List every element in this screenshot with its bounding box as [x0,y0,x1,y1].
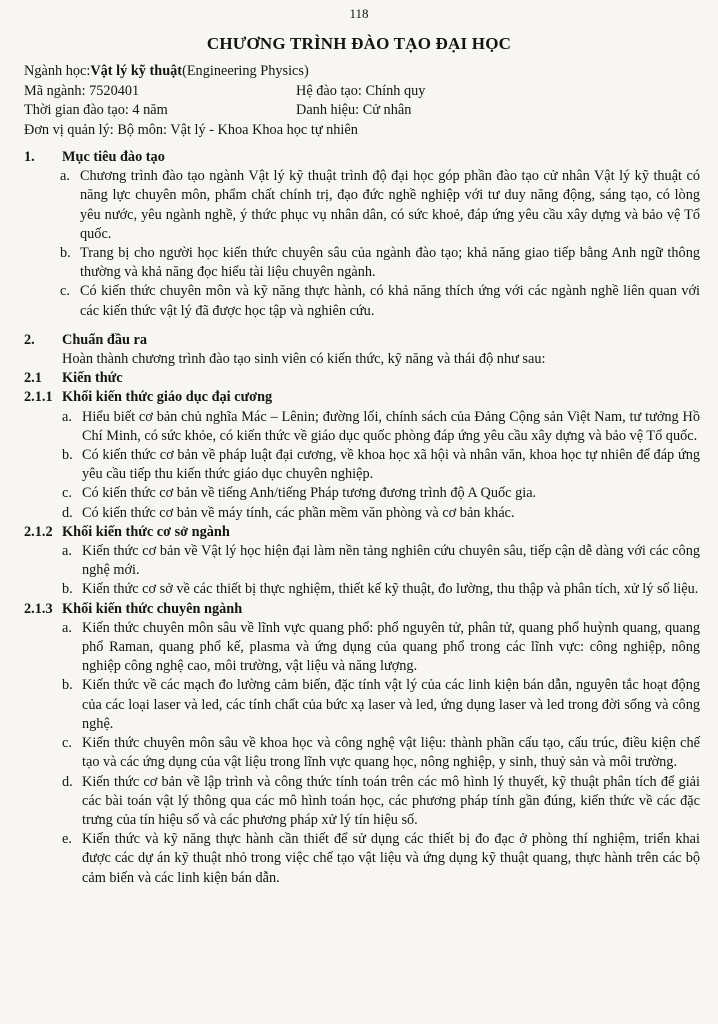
section-heading: 2. Chuẩn đầu ra [24,331,148,348]
list-item: b. Trang bị cho người học kiến thức chuyên sâu của ngành đào tạo; khả năng giao tiếp bằng Anh ngữ thông thường và khả năng đọc hiểu tài liệu chuyên ngành. [60,245,700,281]
major-english: (Engineering Physics) [182,63,309,79]
subsection-heading: 2.1.2 Khối kiến thức cơ sở ngành [24,523,230,540]
list-item: a. Hiểu biết cơ bản chủ nghĩa Mác – Lênin; đường lối, chính sách của Đảng Cộng sản Việt Nam, tư tưởng Hồ Chí Minh, có sức khỏe, có kiến thức về giáo dục quốc phòng đáp ứng yêu cầu xây dựng và bảo vệ Tổ quốc. [62,408,700,444]
list-item: d. Kiến thức cơ bản về lập trình và công thức tính toán trên các mô hình lý thuyết, kỹ thuật phân tích để giải các bài toán vật lý thông qua các mô hình toán học, các phương pháp tính gần đúng, kiến thức về các đặc trưng của tín hiệu số và các phương pháp xử lý tín hiệu số. [62,773,700,828]
subsection-heading: 2.1.3 Khối kiến thức chuyên ngành [24,600,243,617]
list-item: c. Có kiến thức cơ bản về tiếng Anh/tiếng Pháp tương đương trình độ A Quốc gia. [62,485,537,502]
managing-unit: Đơn vị quản lý: Bộ môn: Vật lý - Khoa Khoa học tự nhiên [24,121,358,138]
list-item: c. Có kiến thức chuyên môn và kỹ năng thực hành, có khả năng thích ứng với các ngành nghề liên quan với các kiến thức vật lý đã được học tập và nghiên cứu. [60,283,700,319]
section-intro: Hoàn thành chương trình đào tạo sinh viên có kiến thức, kỹ năng và thái độ như sau: [62,351,546,368]
subsection-heading: 2.1 Kiến thức [24,370,123,387]
program-info [24,62,704,140]
list-item: a. Chương trình đào tạo ngành Vật lý kỹ thuật trình độ đại học góp phần đào tạo cử nhân Vật lý kỹ thuật có năng lực chuyên môn, phẩm chất chính trị, đạo đức nghề nghiệp với tư duy năng động, sáng tạo, có lòng yêu nước, yêu ngành nghề, ý thức phục vụ nhân dân, có sức khoẻ, đáp ứng yêu cầu xây dựng và bảo vệ Tổ quốc. [60,168,700,242]
major-label: Ngành học: [24,63,91,79]
list-item: b. Kiến thức cơ sở về các thiết bị thực nghiệm, thiết kế kỹ thuật, đo lường, thu thập và phân tích, xử lý số liệu. [62,581,699,598]
degree-title: Danh hiệu: Cử nhân [296,102,412,118]
list-item: e. Kiến thức và kỹ năng thực hành cần thiết để sử dụng các thiết bị đo đạc ở phòng thí nghiệm, triển khai được các dự án kỹ thuật nhỏ trong việc chế tạo vật liệu và ứng dụng kỹ thuật quang, thực hành trên các bộ cảm biến và các linh kiện bán dẫn. [62,831,700,886]
major-name: Vật lý kỹ thuật [90,63,183,79]
training-duration: Thời gian đào tạo: 4 năm [24,102,168,118]
major-row [24,62,704,82]
list-item: b. Kiến thức về các mạch đo lường cảm biến, đặc tính vật lý của các linh kiện bán dẫn, nguyên tắc hoạt động của các loại laser và led, các tính chất của bức xạ laser và led, ứng dụng laser và led trong đời sống và công nghệ. [62,677,700,732]
list-item: a. Kiến thức chuyên môn sâu về lĩnh vực quang phổ: phổ nguyên tử, phân tử, quang phổ huỳnh quang, quang phổ Raman, quang phổ kế, plasma và ứng dụng của quang phổ trong các lĩnh vực: công nghiệp, nông nghiệp công nghệ cao, môi trường, vật liệu và năng lượng. [62,619,700,675]
training-system: Hệ đào tạo: Chính quy [296,82,426,99]
subsection-heading: 2.1.1 Khối kiến thức giáo dục đại cương [24,389,273,406]
major-code: Mã ngành: 7520401 [24,82,140,99]
page-number: 118 [349,6,369,21]
list-item: b. Có kiến thức cơ bản về pháp luật đại cương, về khoa học xã hội và nhân văn, khoa học tự nhiên để đáp ứng yêu cầu tiếp thu kiến thức giáo dục chuyên nghiệp. [62,447,700,483]
document-body [24,144,700,888]
list-item: c. Kiến thức chuyên môn sâu về khoa học và công nghệ vật liệu: thành phần cấu tạo, cấu trúc, điều kiện chế tạo và các ứng dụng của vật liệu trong lĩnh vực quang học, nông nghiệp, y sinh, thuỷ sản và môi trường. [62,735,700,771]
list-item: d. Có kiến thức cơ bản về máy tính, các phần mềm văn phòng và cơ bản khác. [62,504,515,521]
page-title: CHƯƠNG TRÌNH ĐÀO TẠO ĐẠI HỌC [206,34,512,53]
list-item: a. Kiến thức cơ bản về Vật lý học hiện đại làm nền tảng nghiên cứu chuyên sâu, tiếp cận dễ dàng với các công nghệ mới. [62,543,700,579]
section-heading: 1. Mục tiêu đào tạo [24,149,165,165]
